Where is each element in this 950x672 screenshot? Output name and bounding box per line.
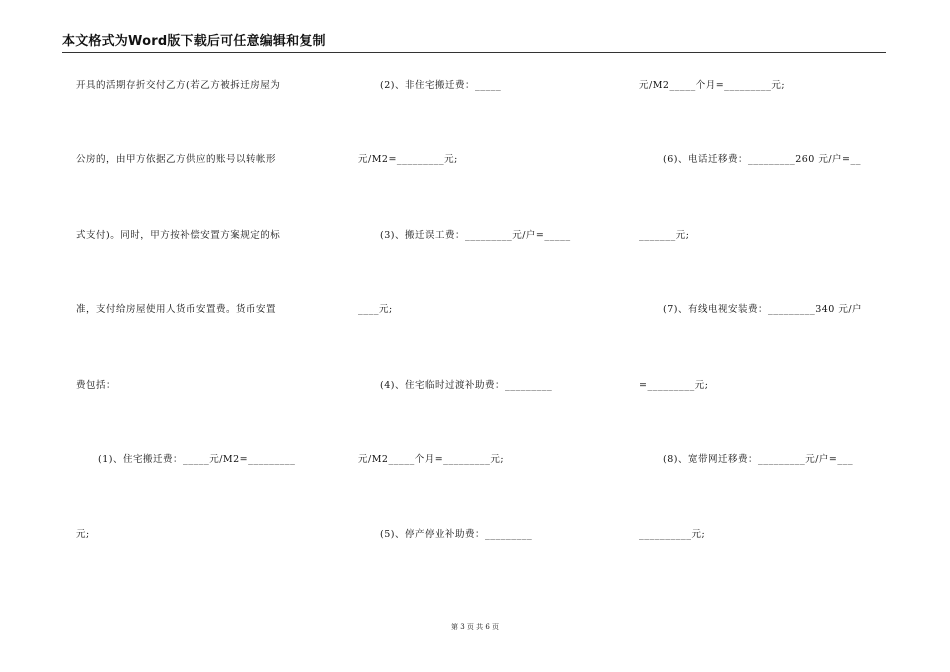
text-line: (1)、住宅搬迁费：_____元/M2=_________ [98, 454, 296, 465]
text-line: 准，支付给房屋使用人货币安置费。货币安置 [76, 304, 277, 315]
text-line: (3)、搬迁误工费：_________元/户=_____ [380, 230, 571, 241]
text-column-2 [358, 0, 608, 672]
text-line: (8)、宽带网迁移费：_________元/户=___ [663, 454, 854, 465]
text-line: 式支付)。同时，甲方按补偿安置方案规定的标 [76, 230, 281, 241]
text-line: __________元; [639, 529, 706, 540]
text-line: 元; [76, 529, 90, 540]
text-line: (2)、非住宅搬迁费：_____ [380, 80, 502, 91]
text-line: 元/M2=_________元; [358, 154, 458, 165]
text-column-3 [639, 0, 889, 672]
text-line: (5)、停产停业补助费：_________ [380, 529, 533, 540]
text-line: (6)、电话迁移费：_________260 元/户=__ [663, 154, 862, 165]
text-line: =_________元; [639, 380, 709, 391]
text-column-1 [76, 0, 331, 672]
text-line: 开具的活期存折交付乙方(若乙方被拆迁房屋为 [76, 80, 281, 91]
text-line: _______元; [639, 230, 690, 241]
text-line: ____元; [358, 304, 393, 315]
text-line: 元/M2_____个月=_________元; [639, 80, 786, 91]
text-line: (4)、住宅临时过渡补助费：_________ [380, 380, 553, 391]
text-line: 元/M2_____个月=_________元; [358, 454, 505, 465]
text-line: 费包括： [76, 380, 117, 391]
text-line: (7)、有线电视安装费：_________340 元/户 [663, 304, 863, 315]
text-line: 公房的，由甲方依据乙方供应的账号以转帐形 [76, 154, 277, 165]
header-title: 本文格式为Word版下载后可任意编辑和复制 [62, 34, 326, 49]
page-number: 第 3 页 共 6 页 [450, 623, 500, 631]
